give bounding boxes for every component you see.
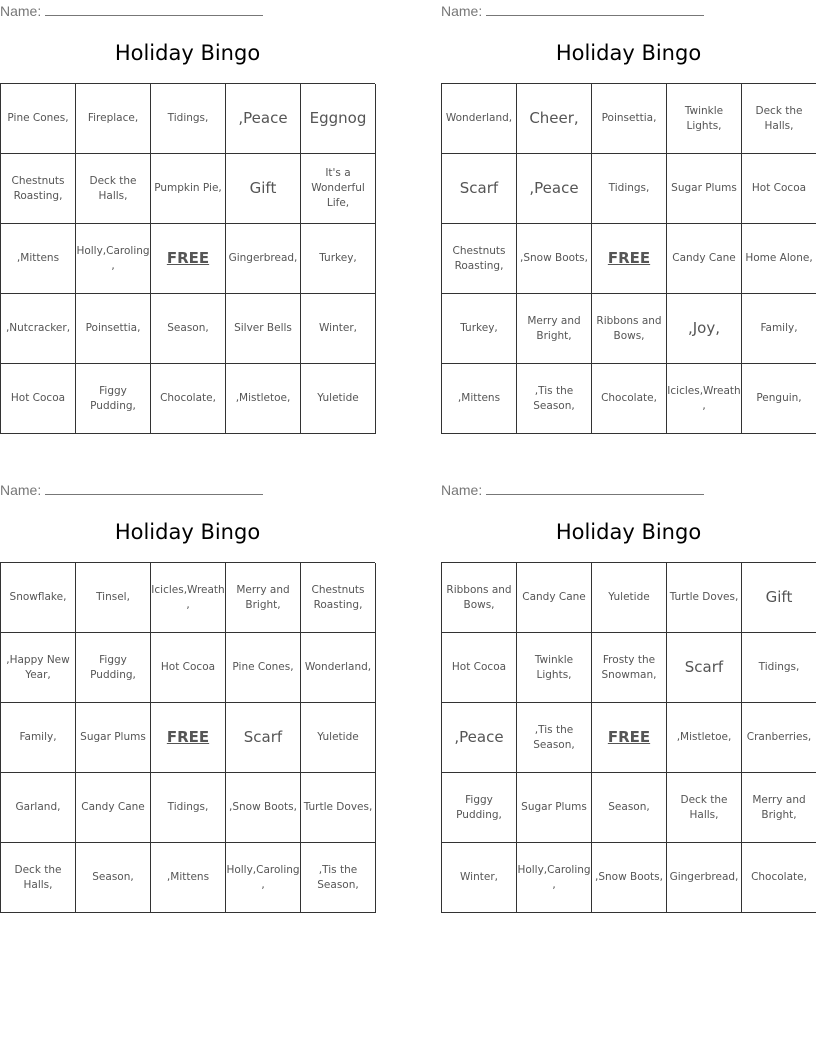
bingo-grid	[0, 562, 375, 913]
bingo-cell[interactable]: Gift	[742, 563, 816, 633]
bingo-cell[interactable]: Twinkle Lights,	[667, 84, 742, 154]
bingo-cell[interactable]: Gingerbread,	[226, 224, 301, 294]
bingo-cell[interactable]: Chocolate,	[742, 843, 816, 913]
bingo-cell[interactable]: Season,	[151, 294, 226, 364]
bingo-cell[interactable]: Icicles,Wreath ,	[151, 563, 226, 633]
bingo-cell[interactable]: Merry and Bright,	[226, 563, 301, 633]
bingo-cell[interactable]: Figgy Pudding,	[76, 633, 151, 703]
bingo-cell[interactable]: Scarf	[226, 703, 301, 773]
bingo-cell[interactable]: ,Mistletoe,	[667, 703, 742, 773]
bingo-cell[interactable]: ,Snow Boots,	[226, 773, 301, 843]
bingo-cell[interactable]: Holly,Caroling ,	[517, 843, 592, 913]
bingo-cell[interactable]: Pine Cones,	[1, 84, 76, 154]
bingo-cell[interactable]: Holly,Caroling ,	[226, 843, 301, 913]
bingo-cell[interactable]: Gift	[226, 154, 301, 224]
free-space[interactable]: FREE	[592, 224, 667, 294]
bingo-cell[interactable]: Candy Cane	[76, 773, 151, 843]
bingo-grid	[441, 562, 816, 913]
bingo-cell[interactable]: Icicles,Wreath ,	[667, 364, 742, 434]
bingo-cell[interactable]: Winter,	[301, 294, 376, 364]
bingo-cell[interactable]: Candy Cane	[667, 224, 742, 294]
card-title: Holiday Bingo	[114, 41, 261, 65]
bingo-cell[interactable]: Chocolate,	[592, 364, 667, 434]
name-field[interactable]	[441, 481, 704, 498]
bingo-cell[interactable]: ,Snow Boots,	[592, 843, 667, 913]
bingo-cell[interactable]: Poinsettia,	[592, 84, 667, 154]
bingo-cell[interactable]: ,Tis the Season,	[517, 364, 592, 434]
bingo-cell[interactable]: Eggnog	[301, 84, 376, 154]
bingo-grid	[0, 83, 375, 434]
bingo-cell[interactable]: Tidings,	[151, 773, 226, 843]
bingo-cell[interactable]: Family,	[1, 703, 76, 773]
name-label: Name:	[441, 482, 483, 498]
bingo-cell[interactable]: ,Nutcracker,	[1, 294, 76, 364]
bingo-cell[interactable]: Penguin,	[742, 364, 816, 434]
bingo-cell[interactable]: Deck the Halls,	[1, 843, 76, 913]
name-blank-line[interactable]	[486, 481, 704, 495]
bingo-cell[interactable]: Chestnuts Roasting,	[442, 224, 517, 294]
bingo-cell[interactable]: ,Happy New Year,	[1, 633, 76, 703]
bingo-cell[interactable]: Ribbons and Bows,	[442, 563, 517, 633]
bingo-cell[interactable]: Poinsettia,	[76, 294, 151, 364]
bingo-cell[interactable]: Hot Cocoa	[151, 633, 226, 703]
name-blank-line[interactable]	[486, 2, 704, 16]
bingo-cell[interactable]: Tidings,	[151, 84, 226, 154]
bingo-cell[interactable]: Deck the Halls,	[667, 773, 742, 843]
bingo-cell[interactable]: Yuletide	[592, 563, 667, 633]
free-space[interactable]: FREE	[592, 703, 667, 773]
name-field[interactable]	[0, 481, 263, 498]
bingo-cell[interactable]: Deck the Halls,	[742, 84, 816, 154]
bingo-cell[interactable]: Merry and Bright,	[517, 294, 592, 364]
bingo-cell[interactable]: Turkey,	[301, 224, 376, 294]
bingo-cell[interactable]: Deck the Halls,	[76, 154, 151, 224]
bingo-cell[interactable]: Season,	[76, 843, 151, 913]
bingo-cell[interactable]: Pine Cones,	[226, 633, 301, 703]
bingo-cell[interactable]: Yuletide	[301, 703, 376, 773]
bingo-cell[interactable]: Winter,	[442, 843, 517, 913]
bingo-cell[interactable]: ,Peace	[442, 703, 517, 773]
bingo-cell[interactable]: Frosty the Snowman,	[592, 633, 667, 703]
name-field[interactable]	[0, 2, 263, 19]
name-label: Name:	[0, 482, 42, 498]
bingo-cell[interactable]: ,Mittens	[1, 224, 76, 294]
bingo-cell[interactable]: Turtle Doves,	[667, 563, 742, 633]
bingo-cell[interactable]: Sugar Plums	[76, 703, 151, 773]
name-blank-line[interactable]	[45, 481, 263, 495]
bingo-cell[interactable]: Garland,	[1, 773, 76, 843]
bingo-cell[interactable]: Wonderland,	[301, 633, 376, 703]
bingo-cell[interactable]: Wonderland,	[442, 84, 517, 154]
bingo-cell[interactable]: Tidings,	[742, 633, 816, 703]
bingo-cell[interactable]: Turkey,	[442, 294, 517, 364]
bingo-cell[interactable]: Figgy Pudding,	[76, 364, 151, 434]
bingo-cell[interactable]: Home Alone,	[742, 224, 816, 294]
bingo-cell[interactable]: Tinsel,	[76, 563, 151, 633]
bingo-grid	[441, 83, 816, 434]
bingo-cell[interactable]: Tidings,	[592, 154, 667, 224]
name-field[interactable]	[441, 2, 704, 19]
bingo-cell[interactable]: Season,	[592, 773, 667, 843]
bingo-cell[interactable]: ,Peace	[517, 154, 592, 224]
bingo-cell[interactable]: It's a Wonderful Life,	[301, 154, 376, 224]
bingo-cell[interactable]: Hot Cocoa	[442, 633, 517, 703]
bingo-cell[interactable]: ,Mittens	[151, 843, 226, 913]
bingo-cell[interactable]: Fireplace,	[76, 84, 151, 154]
bingo-cell[interactable]: Cranberries,	[742, 703, 816, 773]
bingo-cell[interactable]: Yuletide	[301, 364, 376, 434]
bingo-cell[interactable]: Chocolate,	[151, 364, 226, 434]
bingo-cell[interactable]: Candy Cane	[517, 563, 592, 633]
bingo-cell[interactable]: Scarf	[442, 154, 517, 224]
bingo-cell[interactable]: ,Mittens	[442, 364, 517, 434]
name-label: Name:	[0, 3, 42, 19]
bingo-cell[interactable]: Merry and Bright,	[742, 773, 816, 843]
card-title: Holiday Bingo	[555, 41, 702, 65]
bingo-cell[interactable]: Chestnuts Roasting,	[1, 154, 76, 224]
bingo-cell[interactable]: ,Peace	[226, 84, 301, 154]
bingo-cell[interactable]: Scarf	[667, 633, 742, 703]
bingo-cell[interactable]: Pumpkin Pie,	[151, 154, 226, 224]
name-blank-line[interactable]	[45, 2, 263, 16]
card-title: Holiday Bingo	[555, 520, 702, 544]
name-label: Name:	[441, 3, 483, 19]
card-title: Holiday Bingo	[114, 520, 261, 544]
bingo-cell[interactable]: Figgy Pudding,	[442, 773, 517, 843]
free-space[interactable]: FREE	[151, 703, 226, 773]
bingo-cell[interactable]: Turtle Doves,	[301, 773, 376, 843]
bingo-cell[interactable]: Sugar Plums	[517, 773, 592, 843]
bingo-cell[interactable]: Family,	[742, 294, 816, 364]
bingo-cell[interactable]: Snowflake,	[1, 563, 76, 633]
bingo-cell[interactable]: Sugar Plums	[667, 154, 742, 224]
bingo-cell[interactable]: Cheer,	[517, 84, 592, 154]
bingo-cell[interactable]: ,Snow Boots,	[517, 224, 592, 294]
bingo-cell[interactable]: ,Joy,	[667, 294, 742, 364]
bingo-cell[interactable]: Hot Cocoa	[742, 154, 816, 224]
bingo-cell[interactable]: Silver Bells	[226, 294, 301, 364]
bingo-cell[interactable]: Chestnuts Roasting,	[301, 563, 376, 633]
bingo-cell[interactable]: ,Mistletoe,	[226, 364, 301, 434]
bingo-cell[interactable]: ,Tis the Season,	[517, 703, 592, 773]
bingo-cell[interactable]: Holly,Caroling ,	[76, 224, 151, 294]
bingo-cell[interactable]: Twinkle Lights,	[517, 633, 592, 703]
free-space[interactable]: FREE	[151, 224, 226, 294]
bingo-cell[interactable]: Ribbons and Bows,	[592, 294, 667, 364]
bingo-cell[interactable]: Hot Cocoa	[1, 364, 76, 434]
bingo-cell[interactable]: Gingerbread,	[667, 843, 742, 913]
bingo-cell[interactable]: ,Tis the Season,	[301, 843, 376, 913]
